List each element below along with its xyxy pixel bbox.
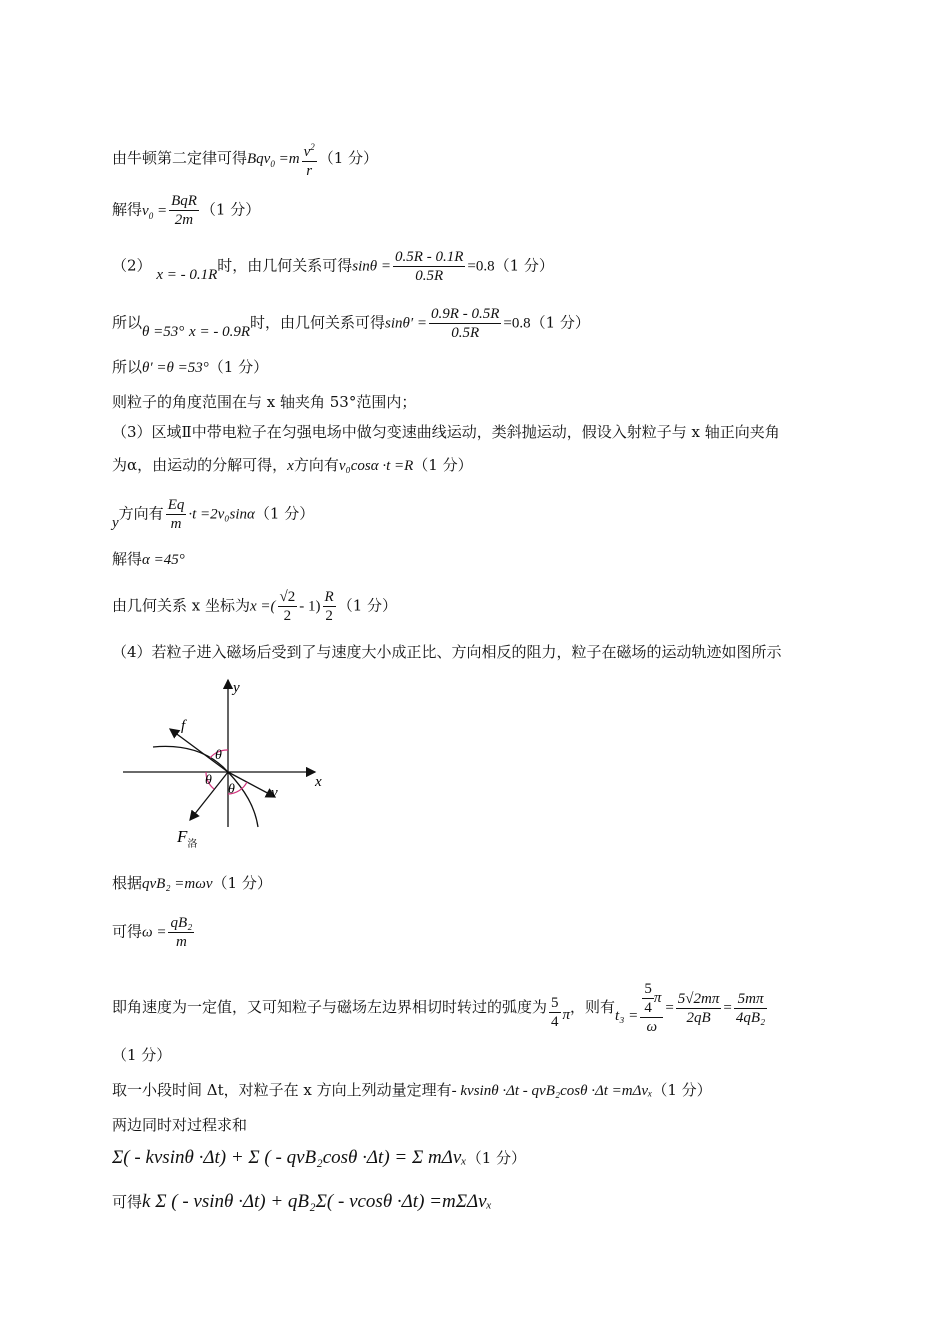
line-part2-sin: （2） x = - 0.1R时，由几何关系可得sinθ = $\frac{0.5R - 0.1R}{0.5R}$ =0.8（1 分） [112,249,554,284]
line-sum-eq: Σ( - kvsinθ ·Δt) + Σ ( - qvB₂cosθ ·Δt) = Σ mΔvₓ（1 分） [112,1147,527,1168]
line-angle-range: 则粒子的角度范围在与 x 轴夹角 53°范围内； [112,393,417,411]
line-omega: 可得ω = $\frac{\text{qB₂}}{m}$ [112,915,193,950]
line-t3: 即角速度为一定值，又可知粒子与磁场左边界相切时转过的弧度为 $\frac{5}{4}$ π，则有t₃ = $\frac{5}{4}$ π ω = $\frac{5√2m\pi}{2qB}$ = $\frac{5m\pi}{\text{4qB₂}}$ [112,981,766,1035]
line-sum-intro: 两边同时对过程求和 [112,1116,248,1134]
line-newton: 由牛顿第二定律可得Bqv$_0$ =m $\frac{v^2}{r}$ （1 分） [112,138,378,180]
frac-qb2-m: $\frac{\text{qB₂}}{m}$ [170,915,193,950]
v-label: v [271,785,278,801]
frac-5pi4-omega: $\frac{5}{4}$ π ω [640,980,663,1036]
line-y-direction: y方向有 $\frac{Eq}{m}$ ·t =2v₀sinα（1 分） [112,497,315,532]
line-result: 可得k Σ ( - vsinθ ·Δt) + qB₂Σ( - vcosθ ·Δt) =mΣΔvₓ [112,1191,492,1212]
line-score-1: （1 分） [112,1046,172,1064]
x-axis-label: x [315,774,322,790]
frac-5-4-pi: $\frac{5}{4}$ [551,995,559,1030]
line-x-coord: 由几何关系 x 坐标为x =( $\frac{√2}{2}$ - 1) $\frac{R}{2}$ （1 分） [112,589,397,624]
line-part3-intro: （3）区域Ⅱ中带电粒子在匀强电场中做匀变速曲线运动，类斜抛运动，假设入射粒子与 x 轴正向夹角 [112,423,780,441]
f-lorentz-label: $F_洛$ [177,827,198,850]
line-theta-equal: 所以θ′ =θ =53°（1 分） [112,358,269,376]
theta-label-upper: θ [215,748,222,763]
line-solve-v0: 解得$v_0$ = $\frac{\text{BqR}}{2m}$ （1 分） [112,193,261,228]
line-alpha-x: 为α，由运动的分解可得，x方向有v₀cosα ·t =R（1 分） [112,456,473,474]
eq-bqv: Bqv$_0$ =m [247,151,300,169]
line-qvb: 根据qvB₂ =mωv（1 分） [112,874,272,892]
line-part4-intro: （4）若粒子进入磁场后受到了与速度大小成正比、方向相反的阻力，粒子在磁场的运动轨迹如图所示 [112,643,782,661]
frac-sin-2: $\frac{0.9R - 0.5R}{0.5R}$ [431,306,500,341]
y-axis-label: y [233,680,240,696]
theta-label-left: θ [205,773,212,788]
trajectory-figure [115,672,345,857]
line-momentum: 取一小段时间 Δt，对粒子在 x 方向上列动量定理有- kvsinθ ·Δt - qvB₂cosθ ·Δt =mΔvₓ（1 分） [112,1081,712,1099]
line-alpha45: 解得α =45° [112,550,185,568]
frac-eq-m: $\frac{Eq}{m}$ [167,497,185,532]
frac-5sqrt2: $\frac{5√2m\pi}{2qB}$ [677,990,720,1026]
frac-bqr-2m: $\frac{\text{BqR}}{2m}$ [171,193,197,228]
frac-5mpi: $\frac{5m\pi}{\text{4qB₂}}$ [735,990,766,1026]
frac-sqrt2-2: $\frac{√2}{2}$ [279,589,296,624]
frac-sin-1: $\frac{0.5R - 0.1R}{0.5R}$ [395,249,464,284]
f-label: f [181,718,186,734]
frac-r-2: $\frac{R}{2}$ [324,589,334,624]
theta-label-right: θ [228,782,235,797]
frac-v2-r: $\frac{v^2}{r}$ [302,138,317,180]
line-theta53: 所以θ =53° x = - 0.9R时，由几何关系可得sinθ′ = $\frac{0.9R - 0.5R}{0.5R}$ =0.8（1 分） [112,306,590,341]
